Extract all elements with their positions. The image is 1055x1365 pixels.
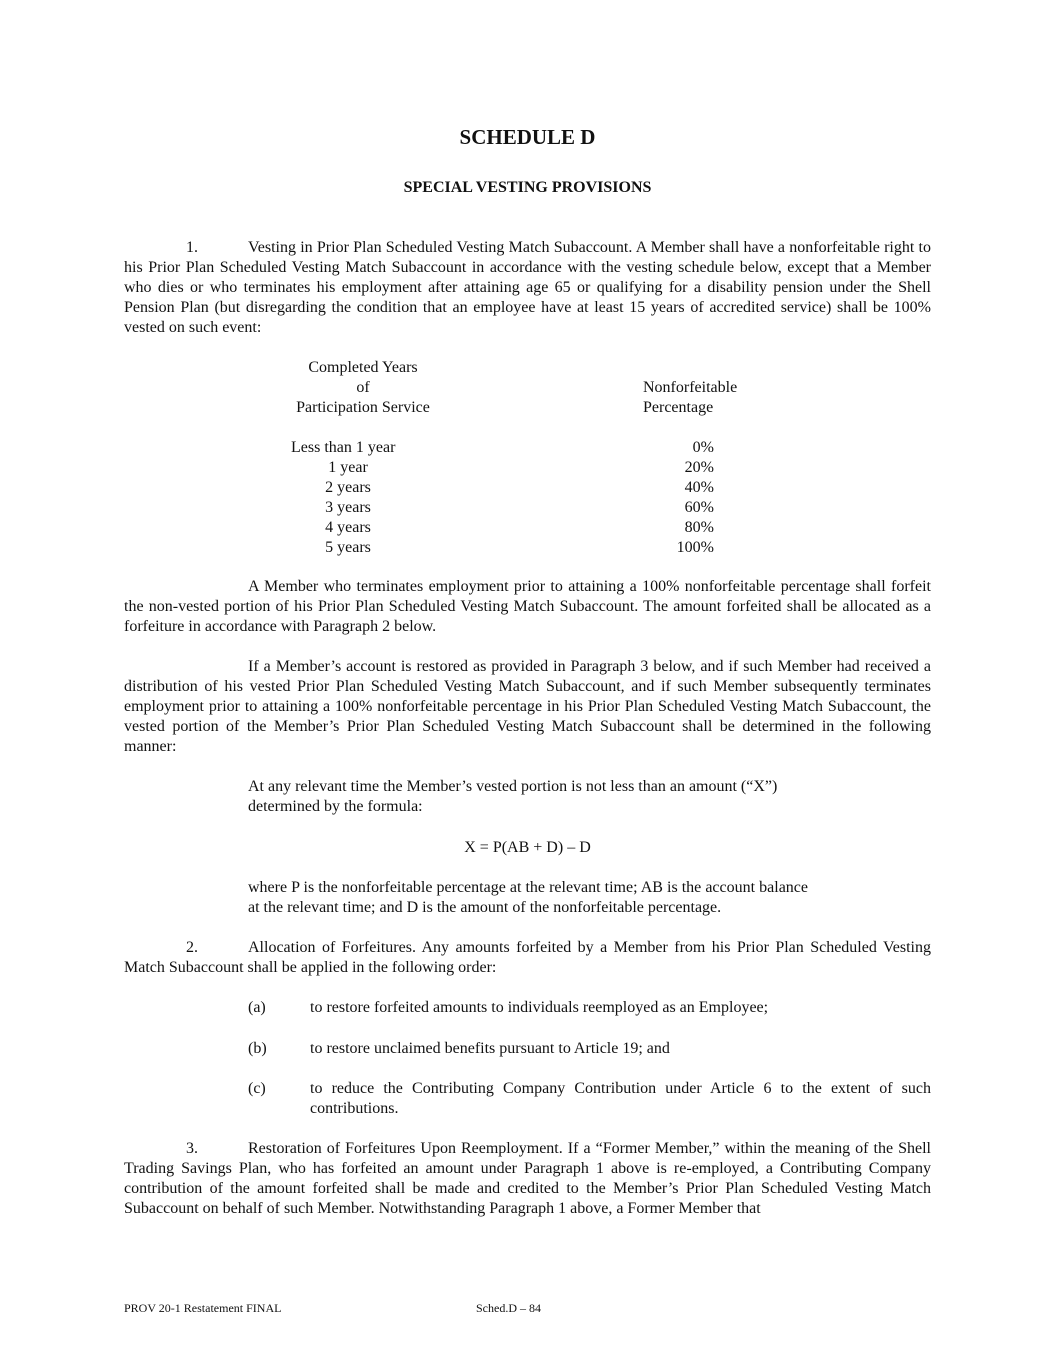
- formula: X = P(AB + D) – D: [464, 839, 591, 856]
- list-item-label: (b): [248, 1040, 267, 1057]
- table-header-years-line3: Participation Service: [296, 399, 430, 416]
- table-row: [288, 438, 768, 458]
- table-header-percentage: [643, 378, 737, 418]
- forfeit-paragraph: A Member who terminates employment prior to attaining a 100% nonforfeitable percentage shall forfeit the non-vested portion of his Prior Plan Scheduled Vesting Match Subaccount. The amount forfeited shall be allocated as a forfeiture in accordance with Paragraph 2 below.: [124, 578, 931, 635]
- section-1-paragraph: [124, 238, 931, 338]
- table-header-years-line1: Completed Years: [308, 359, 418, 376]
- table-header-years: [288, 358, 438, 418]
- table-cell-percentage: 20%: [684, 459, 714, 476]
- vesting-schedule-table: [288, 358, 768, 558]
- table-row: [288, 538, 768, 558]
- list-item-text: to restore unclaimed benefits pursuant to Article 19; and: [310, 1040, 670, 1057]
- table-cell-years: 4 years: [325, 519, 371, 536]
- section-3-number: 3.: [186, 1140, 198, 1157]
- section-1-text: Vesting in Prior Plan Scheduled Vesting Match Subaccount. A Member shall have a nonforfeitable right to his Prior Plan Scheduled Vesting Match Subaccount in accordance with the vesting schedule below, except that a Member who dies or who terminates his employment after attaining age 65 or qualifying for a disability pension under the Shell Pension Plan (but disregarding the condition that an employee have at least 15 years of accredited service) shall be 100% vested on such event:: [124, 239, 931, 336]
- table-cell-years: 1 year: [328, 459, 368, 476]
- table-row: [288, 478, 768, 498]
- table-cell-percentage: 100%: [676, 539, 714, 556]
- list-item: [248, 1079, 931, 1119]
- list-item: [248, 998, 931, 1018]
- table-header-pct-line2: Percentage: [643, 399, 714, 416]
- page-title: SCHEDULE D: [459, 125, 596, 149]
- table-cell-years: 5 years: [325, 539, 371, 556]
- formula-intro: At any relevant time the Member’s vested portion is not less than an amount (“X”) determined by the formula:: [248, 778, 778, 815]
- table-cell-years: 3 years: [325, 499, 371, 516]
- table-cell-percentage: 0%: [692, 439, 714, 456]
- section-2-number: 2.: [186, 939, 198, 956]
- section-1-number: 1.: [186, 239, 198, 256]
- table-row: [288, 518, 768, 538]
- section-3-text: Restoration of Forfeitures Upon Reemployment. If a “Former Member,” within the meaning of the Shell Trading Savings Plan, who has forfeited an amount under Paragraph 1 above is re-employed, a Contributing Company contribution of the amount forfeited shall be made and credited to the Member’s Prior Plan Scheduled Vesting Match Subaccount on behalf of such Member. Notwithstanding Paragraph 1 above, a Former Member that: [124, 1140, 931, 1217]
- footer-page-number: Sched.D – 84: [476, 1301, 541, 1315]
- section-2-paragraph: [124, 938, 931, 978]
- table-header-pct-line1: Nonforfeitable: [643, 379, 738, 396]
- table-cell-years: 2 years: [325, 479, 371, 496]
- table-cell-percentage: 80%: [684, 519, 714, 536]
- table-row: [288, 498, 768, 518]
- table-cell-years: Less than 1 year: [291, 439, 396, 456]
- footer-document-id: PROV 20-1 Restatement FINAL: [124, 1301, 282, 1315]
- table-header-years-line2: of: [356, 379, 370, 396]
- table-cell-percentage: 60%: [684, 499, 714, 516]
- list-item-text: to reduce the Contributing Company Contribution under Article 6 to the extent of such contributions.: [310, 1080, 931, 1117]
- table-cell-percentage: 40%: [684, 479, 714, 496]
- list-item-text: to restore forfeited amounts to individuals reemployed as an Employee;: [310, 999, 769, 1016]
- page-subtitle: SPECIAL VESTING PROVISIONS: [403, 179, 652, 196]
- list-item-label: (a): [248, 999, 266, 1016]
- list-item-label: (c): [248, 1080, 266, 1097]
- section-3-paragraph: [124, 1139, 931, 1219]
- restoration-paragraph: If a Member’s account is restored as provided in Paragraph 3 below, and if such Member had received a distribution of his vested Prior Plan Scheduled Vesting Match Subaccount, and if such Member subsequently terminates employment prior to attaining a 100% nonforfeitable percentage in his Prior Plan Scheduled Vesting Match Subaccount, the vested portion of the Member’s Prior Plan Scheduled Vesting Match Subaccount shall be determined in the following manner:: [124, 658, 931, 755]
- list-item: [248, 1039, 931, 1059]
- table-row: [288, 458, 768, 478]
- section-2-text: Allocation of Forfeitures. Any amounts forfeited by a Member from his Prior Plan Scheduled Vesting Match Subaccount shall be applied in the following order:: [124, 939, 931, 976]
- formula-definitions: where P is the nonforfeitable percentage at the relevant time; AB is the account balance at the relevant time; and D is the amount of the nonforfeitable percentage.: [248, 879, 808, 916]
